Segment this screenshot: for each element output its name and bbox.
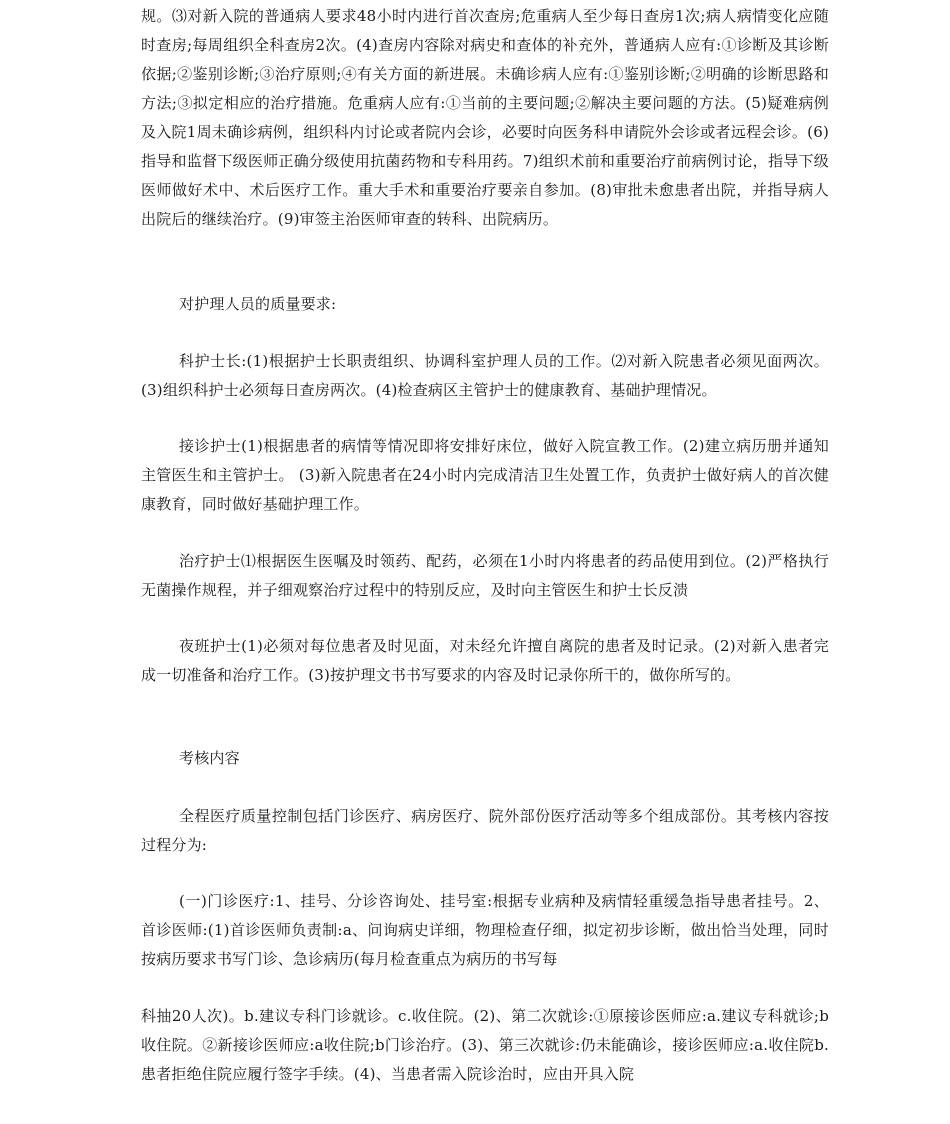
paragraph-head-nurse: 科护士长:(1)根据护士长职责组织、协调科室护理人员的工作。⑵对新入院患者必须见面两次。(3)组织科护士必须每日查房两次。(4)检查病区主管护士的健康教育、基础护理情况。 (141, 352, 829, 399)
paragraph-nursing-heading: 对护理人员的质量要求: (179, 295, 337, 313)
paragraph-admission-nurse: 接诊护士(1)根据患者的病情等情况即将安排好床位，做好入院宣教工作。(2)建立病历册并通知主管医生和主管护士。 (3)新入院患者在24小时内完成清洁卫生处置工作，负责护士做好病人的首次健康教育，同时做好基础护理工作。 (141, 437, 829, 513)
paragraph-outpatient: (一)门诊医疗:1、挂号、分诊咨询处、挂号室:根据专业病种及病情轻重缓急指导患者挂号。2、首诊医师:(1)首诊医师负责制:a、问询病史详细，物理检查仔细，拟定初步诊断，做出恰当处理，同时按病历要求书写门诊、急诊病历(每月检查重点为病历的书写每 (141, 892, 829, 968)
paragraph-outpatient-continued: 科抽20人次)。b.建议专科门诊就诊。c.收住院。(2)、第二次就诊:①原接诊医师应:a.建议专科就诊;b收住院。②新接诊医师应:a收住院;b门诊治疗。(3)、第三次就诊:仍未能确诊，接诊医师应:a.收住院b.患者拒绝住院应履行签字手续。(4)、当患者需入院诊治时，应由开具入院 (141, 1007, 829, 1083)
paragraph-night-nurse: 夜班护士(1)必须对每位患者及时见面，对未经允许擅自离院的患者及时记录。(2)对新入患者完成一切准备和治疗工作。(3)按护理文书书写要求的内容及时记录你所干的，做你所写的。 (141, 637, 829, 684)
paragraph-treatment-nurse: 治疗护士⑴根据医生医嘱及时领药、配药，必须在1小时内将患者的药品使用到位。(2)严格执行无菌操作规程，并子细观察治疗过程中的特别反应，及时向主管医生和护士长反溃 (141, 552, 829, 599)
paragraph-ward-rounds: 规。⑶对新入院的普通病人要求48小时内进行首次查房;危重病人至少每日查房1次;病人病情变化应随时查房;每周组织全科查房2次。(4)查房内容除对病史和查体的补充外，普通病人应有:①诊断及其诊断依据;②鉴别诊断;③治疗原则;④有关方面的新进展。未确诊病人应有:①鉴别诊断;②明确的诊断思路和方法;③拟定相应的治疗措施。危重病人应有:①当前的主要问题;②解决主要问题的方法。(5)疑难病例及入院1周未确诊病例，组织科内讨论或者院内会诊，必要时向医务科申请院外会诊或者远程会诊。(6)指导和监督下级医师正确分级使用抗菌药物和专科用药。7)组织术前和重要治疗前病例讨论，指导下级医师做好术中、术后医疗工作。重大手术和重要治疗要亲自参加。(8)审批未愈患者出院，并指导病人出院后的继续治疗。(9)审签主治医师审查的转科、出院病历。 (141, 7, 829, 228)
paragraph-assessment-intro: 全程医疗质量控制包括门诊医疗、病房医疗、院外部份医疗活动等多个组成部份。其考核内容按过程分为: (141, 807, 829, 854)
section-heading-assessment: 考核内容 (179, 749, 240, 767)
